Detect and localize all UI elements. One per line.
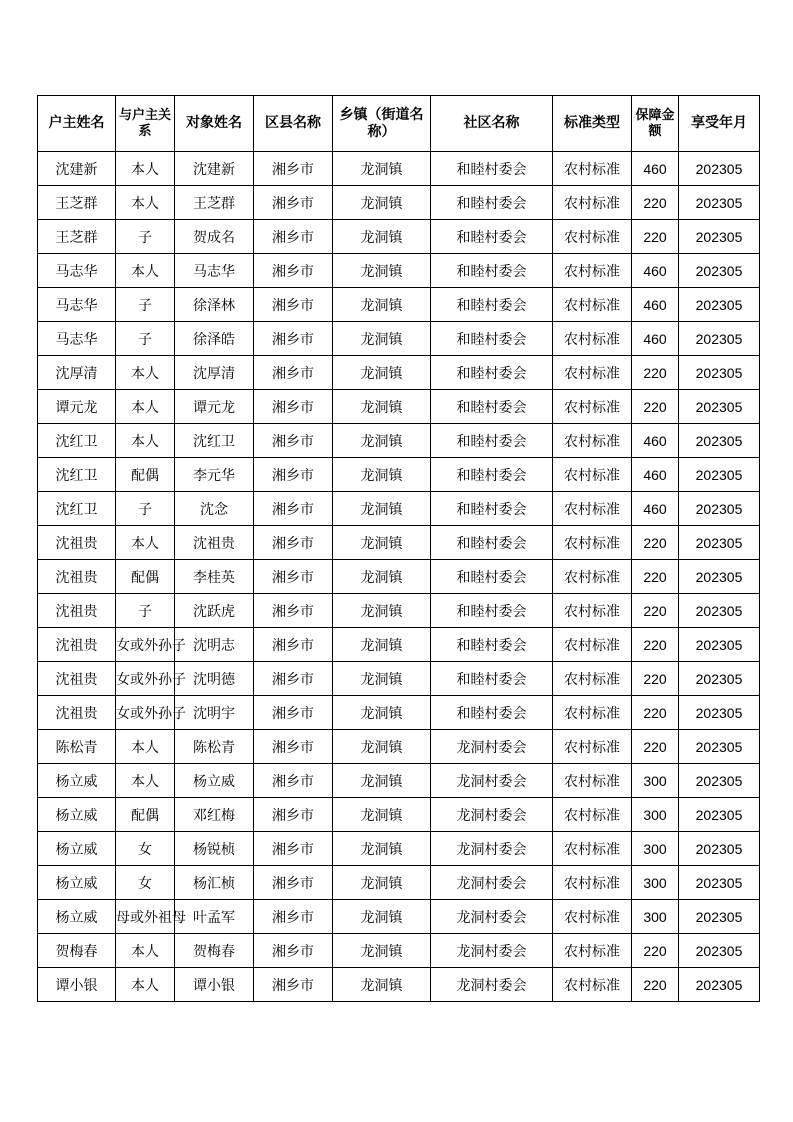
cell-subject-name: 马志华: [175, 254, 254, 288]
cell-period: 202305: [679, 492, 760, 526]
cell-standard-type: 农村标准: [553, 764, 632, 798]
cell-subject-name: 邓红梅: [175, 798, 254, 832]
cell-community: 和睦村委会: [431, 628, 553, 662]
cell-amount: 220: [632, 560, 679, 594]
table-row: [38, 594, 760, 628]
assistance-table: [37, 95, 760, 1002]
cell-county: 湘乡市: [254, 186, 333, 220]
cell-relation: 女: [116, 866, 175, 900]
cell-county: 湘乡市: [254, 594, 333, 628]
cell-householder-name: 沈红卫: [38, 424, 116, 458]
cell-relation: 本人: [116, 390, 175, 424]
cell-relation: 配偶: [116, 560, 175, 594]
cell-standard-type: 农村标准: [553, 322, 632, 356]
cell-town: 龙洞镇: [333, 866, 431, 900]
cell-community: 和睦村委会: [431, 560, 553, 594]
cell-subject-name: 陈松青: [175, 730, 254, 764]
cell-amount: 460: [632, 424, 679, 458]
table-row: [38, 764, 760, 798]
cell-period: 202305: [679, 900, 760, 934]
cell-standard-type: 农村标准: [553, 934, 632, 968]
cell-county: 湘乡市: [254, 934, 333, 968]
table-row: [38, 220, 760, 254]
cell-householder-name: 沈祖贵: [38, 696, 116, 730]
cell-county: 湘乡市: [254, 492, 333, 526]
cell-town: 龙洞镇: [333, 492, 431, 526]
cell-community: 龙洞村委会: [431, 764, 553, 798]
cell-standard-type: 农村标准: [553, 152, 632, 186]
cell-amount: 300: [632, 866, 679, 900]
cell-amount: 460: [632, 458, 679, 492]
cell-householder-name: 沈祖贵: [38, 628, 116, 662]
cell-period: 202305: [679, 390, 760, 424]
table-row: [38, 696, 760, 730]
cell-town: 龙洞镇: [333, 934, 431, 968]
table-row: [38, 730, 760, 764]
table-row: [38, 866, 760, 900]
cell-relation: 女或外孙子: [116, 628, 175, 662]
table-row: [38, 662, 760, 696]
cell-community: 和睦村委会: [431, 288, 553, 322]
table-body: [38, 152, 760, 1002]
cell-householder-name: 杨立威: [38, 798, 116, 832]
cell-town: 龙洞镇: [333, 254, 431, 288]
cell-householder-name: 沈红卫: [38, 492, 116, 526]
cell-period: 202305: [679, 696, 760, 730]
cell-standard-type: 农村标准: [553, 832, 632, 866]
cell-town: 龙洞镇: [333, 288, 431, 322]
cell-relation: 本人: [116, 254, 175, 288]
cell-period: 202305: [679, 832, 760, 866]
cell-subject-name: 徐泽林: [175, 288, 254, 322]
cell-standard-type: 农村标准: [553, 390, 632, 424]
cell-householder-name: 沈祖贵: [38, 662, 116, 696]
cell-period: 202305: [679, 968, 760, 1002]
cell-householder-name: 马志华: [38, 288, 116, 322]
cell-householder-name: 沈建新: [38, 152, 116, 186]
cell-town: 龙洞镇: [333, 730, 431, 764]
cell-standard-type: 农村标准: [553, 526, 632, 560]
cell-subject-name: 贺梅春: [175, 934, 254, 968]
cell-amount: 220: [632, 186, 679, 220]
cell-standard-type: 农村标准: [553, 866, 632, 900]
cell-community: 龙洞村委会: [431, 730, 553, 764]
cell-town: 龙洞镇: [333, 662, 431, 696]
cell-community: 和睦村委会: [431, 526, 553, 560]
cell-amount: 220: [632, 628, 679, 662]
cell-standard-type: 农村标准: [553, 696, 632, 730]
cell-period: 202305: [679, 798, 760, 832]
cell-subject-name: 杨立威: [175, 764, 254, 798]
cell-householder-name: 沈红卫: [38, 458, 116, 492]
cell-county: 湘乡市: [254, 730, 333, 764]
cell-community: 和睦村委会: [431, 390, 553, 424]
table-row: [38, 492, 760, 526]
cell-subject-name: 沈念: [175, 492, 254, 526]
cell-county: 湘乡市: [254, 288, 333, 322]
cell-relation: 本人: [116, 934, 175, 968]
cell-town: 龙洞镇: [333, 628, 431, 662]
cell-period: 202305: [679, 934, 760, 968]
cell-community: 和睦村委会: [431, 322, 553, 356]
cell-town: 龙洞镇: [333, 560, 431, 594]
cell-town: 龙洞镇: [333, 764, 431, 798]
cell-relation: 本人: [116, 356, 175, 390]
cell-standard-type: 农村标准: [553, 594, 632, 628]
cell-community: 龙洞村委会: [431, 798, 553, 832]
cell-community: 和睦村委会: [431, 254, 553, 288]
cell-standard-type: 农村标准: [553, 356, 632, 390]
cell-county: 湘乡市: [254, 424, 333, 458]
cell-standard-type: 农村标准: [553, 798, 632, 832]
cell-standard-type: 农村标准: [553, 560, 632, 594]
table-row: [38, 526, 760, 560]
table-row: [38, 186, 760, 220]
cell-subject-name: 沈建新: [175, 152, 254, 186]
cell-period: 202305: [679, 628, 760, 662]
cell-amount: 220: [632, 662, 679, 696]
cell-period: 202305: [679, 322, 760, 356]
cell-standard-type: 农村标准: [553, 628, 632, 662]
cell-relation: 本人: [116, 730, 175, 764]
table-row: [38, 356, 760, 390]
cell-subject-name: 沈厚清: [175, 356, 254, 390]
cell-standard-type: 农村标准: [553, 968, 632, 1002]
cell-amount: 220: [632, 356, 679, 390]
table-row: [38, 424, 760, 458]
cell-standard-type: 农村标准: [553, 186, 632, 220]
cell-community: 和睦村委会: [431, 458, 553, 492]
table-row: [38, 458, 760, 492]
cell-county: 湘乡市: [254, 560, 333, 594]
cell-standard-type: 农村标准: [553, 730, 632, 764]
cell-subject-name: 沈红卫: [175, 424, 254, 458]
cell-standard-type: 农村标准: [553, 458, 632, 492]
cell-householder-name: 沈厚清: [38, 356, 116, 390]
cell-subject-name: 沈明宇: [175, 696, 254, 730]
header-amount: 保障金额: [632, 96, 679, 152]
cell-subject-name: 杨汇桢: [175, 866, 254, 900]
cell-community: 和睦村委会: [431, 696, 553, 730]
cell-amount: 220: [632, 968, 679, 1002]
cell-town: 龙洞镇: [333, 594, 431, 628]
table-row: [38, 560, 760, 594]
cell-householder-name: 杨立威: [38, 900, 116, 934]
cell-county: 湘乡市: [254, 526, 333, 560]
cell-householder-name: 马志华: [38, 254, 116, 288]
cell-period: 202305: [679, 220, 760, 254]
cell-community: 和睦村委会: [431, 220, 553, 254]
cell-standard-type: 农村标准: [553, 424, 632, 458]
cell-amount: 300: [632, 798, 679, 832]
cell-community: 龙洞村委会: [431, 866, 553, 900]
cell-amount: 220: [632, 730, 679, 764]
cell-amount: 220: [632, 934, 679, 968]
header-period: 享受年月: [679, 96, 760, 152]
cell-relation: 配偶: [116, 798, 175, 832]
cell-town: 龙洞镇: [333, 798, 431, 832]
cell-community: 龙洞村委会: [431, 934, 553, 968]
header-householder-name: 户主姓名: [38, 96, 116, 152]
cell-subject-name: 沈明志: [175, 628, 254, 662]
cell-relation: 子: [116, 288, 175, 322]
cell-amount: 460: [632, 492, 679, 526]
cell-relation: 女: [116, 832, 175, 866]
cell-relation: 配偶: [116, 458, 175, 492]
cell-householder-name: 王芝群: [38, 220, 116, 254]
cell-relation: 女或外孙子: [116, 662, 175, 696]
cell-amount: 300: [632, 832, 679, 866]
cell-community: 和睦村委会: [431, 424, 553, 458]
header-standard-type: 标准类型: [553, 96, 632, 152]
header-county: 区县名称: [254, 96, 333, 152]
table-row: [38, 254, 760, 288]
cell-period: 202305: [679, 152, 760, 186]
cell-amount: 220: [632, 526, 679, 560]
cell-community: 和睦村委会: [431, 356, 553, 390]
cell-community: 和睦村委会: [431, 152, 553, 186]
cell-amount: 220: [632, 390, 679, 424]
cell-amount: 220: [632, 220, 679, 254]
cell-amount: 300: [632, 764, 679, 798]
table-row: [38, 390, 760, 424]
cell-period: 202305: [679, 288, 760, 322]
cell-period: 202305: [679, 730, 760, 764]
cell-town: 龙洞镇: [333, 390, 431, 424]
cell-subject-name: 杨锐桢: [175, 832, 254, 866]
cell-subject-name: 徐泽皓: [175, 322, 254, 356]
cell-householder-name: 杨立威: [38, 764, 116, 798]
cell-town: 龙洞镇: [333, 832, 431, 866]
cell-period: 202305: [679, 424, 760, 458]
cell-subject-name: 沈明德: [175, 662, 254, 696]
cell-relation: 子: [116, 322, 175, 356]
cell-amount: 460: [632, 288, 679, 322]
cell-period: 202305: [679, 866, 760, 900]
cell-amount: 460: [632, 254, 679, 288]
cell-community: 和睦村委会: [431, 594, 553, 628]
cell-county: 湘乡市: [254, 798, 333, 832]
cell-county: 湘乡市: [254, 662, 333, 696]
cell-town: 龙洞镇: [333, 186, 431, 220]
cell-town: 龙洞镇: [333, 152, 431, 186]
cell-county: 湘乡市: [254, 322, 333, 356]
cell-relation: 本人: [116, 526, 175, 560]
cell-town: 龙洞镇: [333, 526, 431, 560]
cell-amount: 220: [632, 594, 679, 628]
header-row: [38, 96, 760, 152]
cell-amount: 220: [632, 696, 679, 730]
cell-town: 龙洞镇: [333, 968, 431, 1002]
cell-subject-name: 王芝群: [175, 186, 254, 220]
cell-relation: 本人: [116, 968, 175, 1002]
cell-amount: 460: [632, 322, 679, 356]
cell-county: 湘乡市: [254, 628, 333, 662]
cell-county: 湘乡市: [254, 968, 333, 1002]
cell-community: 和睦村委会: [431, 492, 553, 526]
cell-county: 湘乡市: [254, 220, 333, 254]
cell-community: 龙洞村委会: [431, 832, 553, 866]
cell-subject-name: 沈跃虎: [175, 594, 254, 628]
cell-subject-name: 谭小银: [175, 968, 254, 1002]
table-row: [38, 152, 760, 186]
cell-town: 龙洞镇: [333, 356, 431, 390]
cell-relation: 母或外祖母: [116, 900, 175, 934]
cell-period: 202305: [679, 594, 760, 628]
table-row: [38, 288, 760, 322]
cell-relation: 子: [116, 220, 175, 254]
cell-householder-name: 贺梅春: [38, 934, 116, 968]
cell-town: 龙洞镇: [333, 220, 431, 254]
cell-amount: 300: [632, 900, 679, 934]
cell-relation: 本人: [116, 186, 175, 220]
cell-householder-name: 沈祖贵: [38, 526, 116, 560]
cell-period: 202305: [679, 458, 760, 492]
cell-subject-name: 叶孟军: [175, 900, 254, 934]
cell-county: 湘乡市: [254, 254, 333, 288]
cell-town: 龙洞镇: [333, 900, 431, 934]
header-community: 社区名称: [431, 96, 553, 152]
cell-relation: 子: [116, 492, 175, 526]
cell-householder-name: 杨立威: [38, 832, 116, 866]
cell-town: 龙洞镇: [333, 696, 431, 730]
cell-period: 202305: [679, 764, 760, 798]
table-row: [38, 322, 760, 356]
cell-subject-name: 贺成名: [175, 220, 254, 254]
cell-town: 龙洞镇: [333, 458, 431, 492]
cell-community: 龙洞村委会: [431, 900, 553, 934]
cell-county: 湘乡市: [254, 458, 333, 492]
cell-standard-type: 农村标准: [553, 492, 632, 526]
cell-relation: 女或外孙子: [116, 696, 175, 730]
cell-period: 202305: [679, 662, 760, 696]
cell-householder-name: 谭小银: [38, 968, 116, 1002]
cell-county: 湘乡市: [254, 356, 333, 390]
cell-county: 湘乡市: [254, 900, 333, 934]
cell-householder-name: 杨立威: [38, 866, 116, 900]
cell-relation: 本人: [116, 424, 175, 458]
cell-standard-type: 农村标准: [553, 662, 632, 696]
cell-community: 和睦村委会: [431, 186, 553, 220]
cell-town: 龙洞镇: [333, 322, 431, 356]
cell-subject-name: 李元华: [175, 458, 254, 492]
cell-householder-name: 王芝群: [38, 186, 116, 220]
cell-county: 湘乡市: [254, 696, 333, 730]
cell-period: 202305: [679, 526, 760, 560]
cell-standard-type: 农村标准: [553, 254, 632, 288]
cell-householder-name: 谭元龙: [38, 390, 116, 424]
cell-period: 202305: [679, 254, 760, 288]
cell-relation: 本人: [116, 152, 175, 186]
cell-relation: 子: [116, 594, 175, 628]
cell-county: 湘乡市: [254, 764, 333, 798]
cell-householder-name: 沈祖贵: [38, 560, 116, 594]
cell-subject-name: 李桂英: [175, 560, 254, 594]
cell-period: 202305: [679, 560, 760, 594]
cell-householder-name: 沈祖贵: [38, 594, 116, 628]
cell-householder-name: 马志华: [38, 322, 116, 356]
cell-town: 龙洞镇: [333, 424, 431, 458]
header-subject-name: 对象姓名: [175, 96, 254, 152]
table-row: [38, 900, 760, 934]
cell-county: 湘乡市: [254, 866, 333, 900]
cell-subject-name: 沈祖贵: [175, 526, 254, 560]
table-row: [38, 628, 760, 662]
cell-county: 湘乡市: [254, 390, 333, 424]
cell-standard-type: 农村标准: [553, 220, 632, 254]
cell-period: 202305: [679, 186, 760, 220]
header-relation: 与户主关系: [116, 96, 175, 152]
cell-county: 湘乡市: [254, 832, 333, 866]
header-town: 乡镇（街道名称）: [333, 96, 431, 152]
cell-community: 和睦村委会: [431, 662, 553, 696]
table-header: [38, 96, 760, 152]
cell-standard-type: 农村标准: [553, 900, 632, 934]
cell-period: 202305: [679, 356, 760, 390]
cell-county: 湘乡市: [254, 152, 333, 186]
table-row: [38, 798, 760, 832]
table-row: [38, 968, 760, 1002]
table-row: [38, 832, 760, 866]
cell-householder-name: 陈松青: [38, 730, 116, 764]
cell-relation: 本人: [116, 764, 175, 798]
table-row: [38, 934, 760, 968]
cell-amount: 460: [632, 152, 679, 186]
cell-community: 龙洞村委会: [431, 968, 553, 1002]
cell-subject-name: 谭元龙: [175, 390, 254, 424]
cell-standard-type: 农村标准: [553, 288, 632, 322]
